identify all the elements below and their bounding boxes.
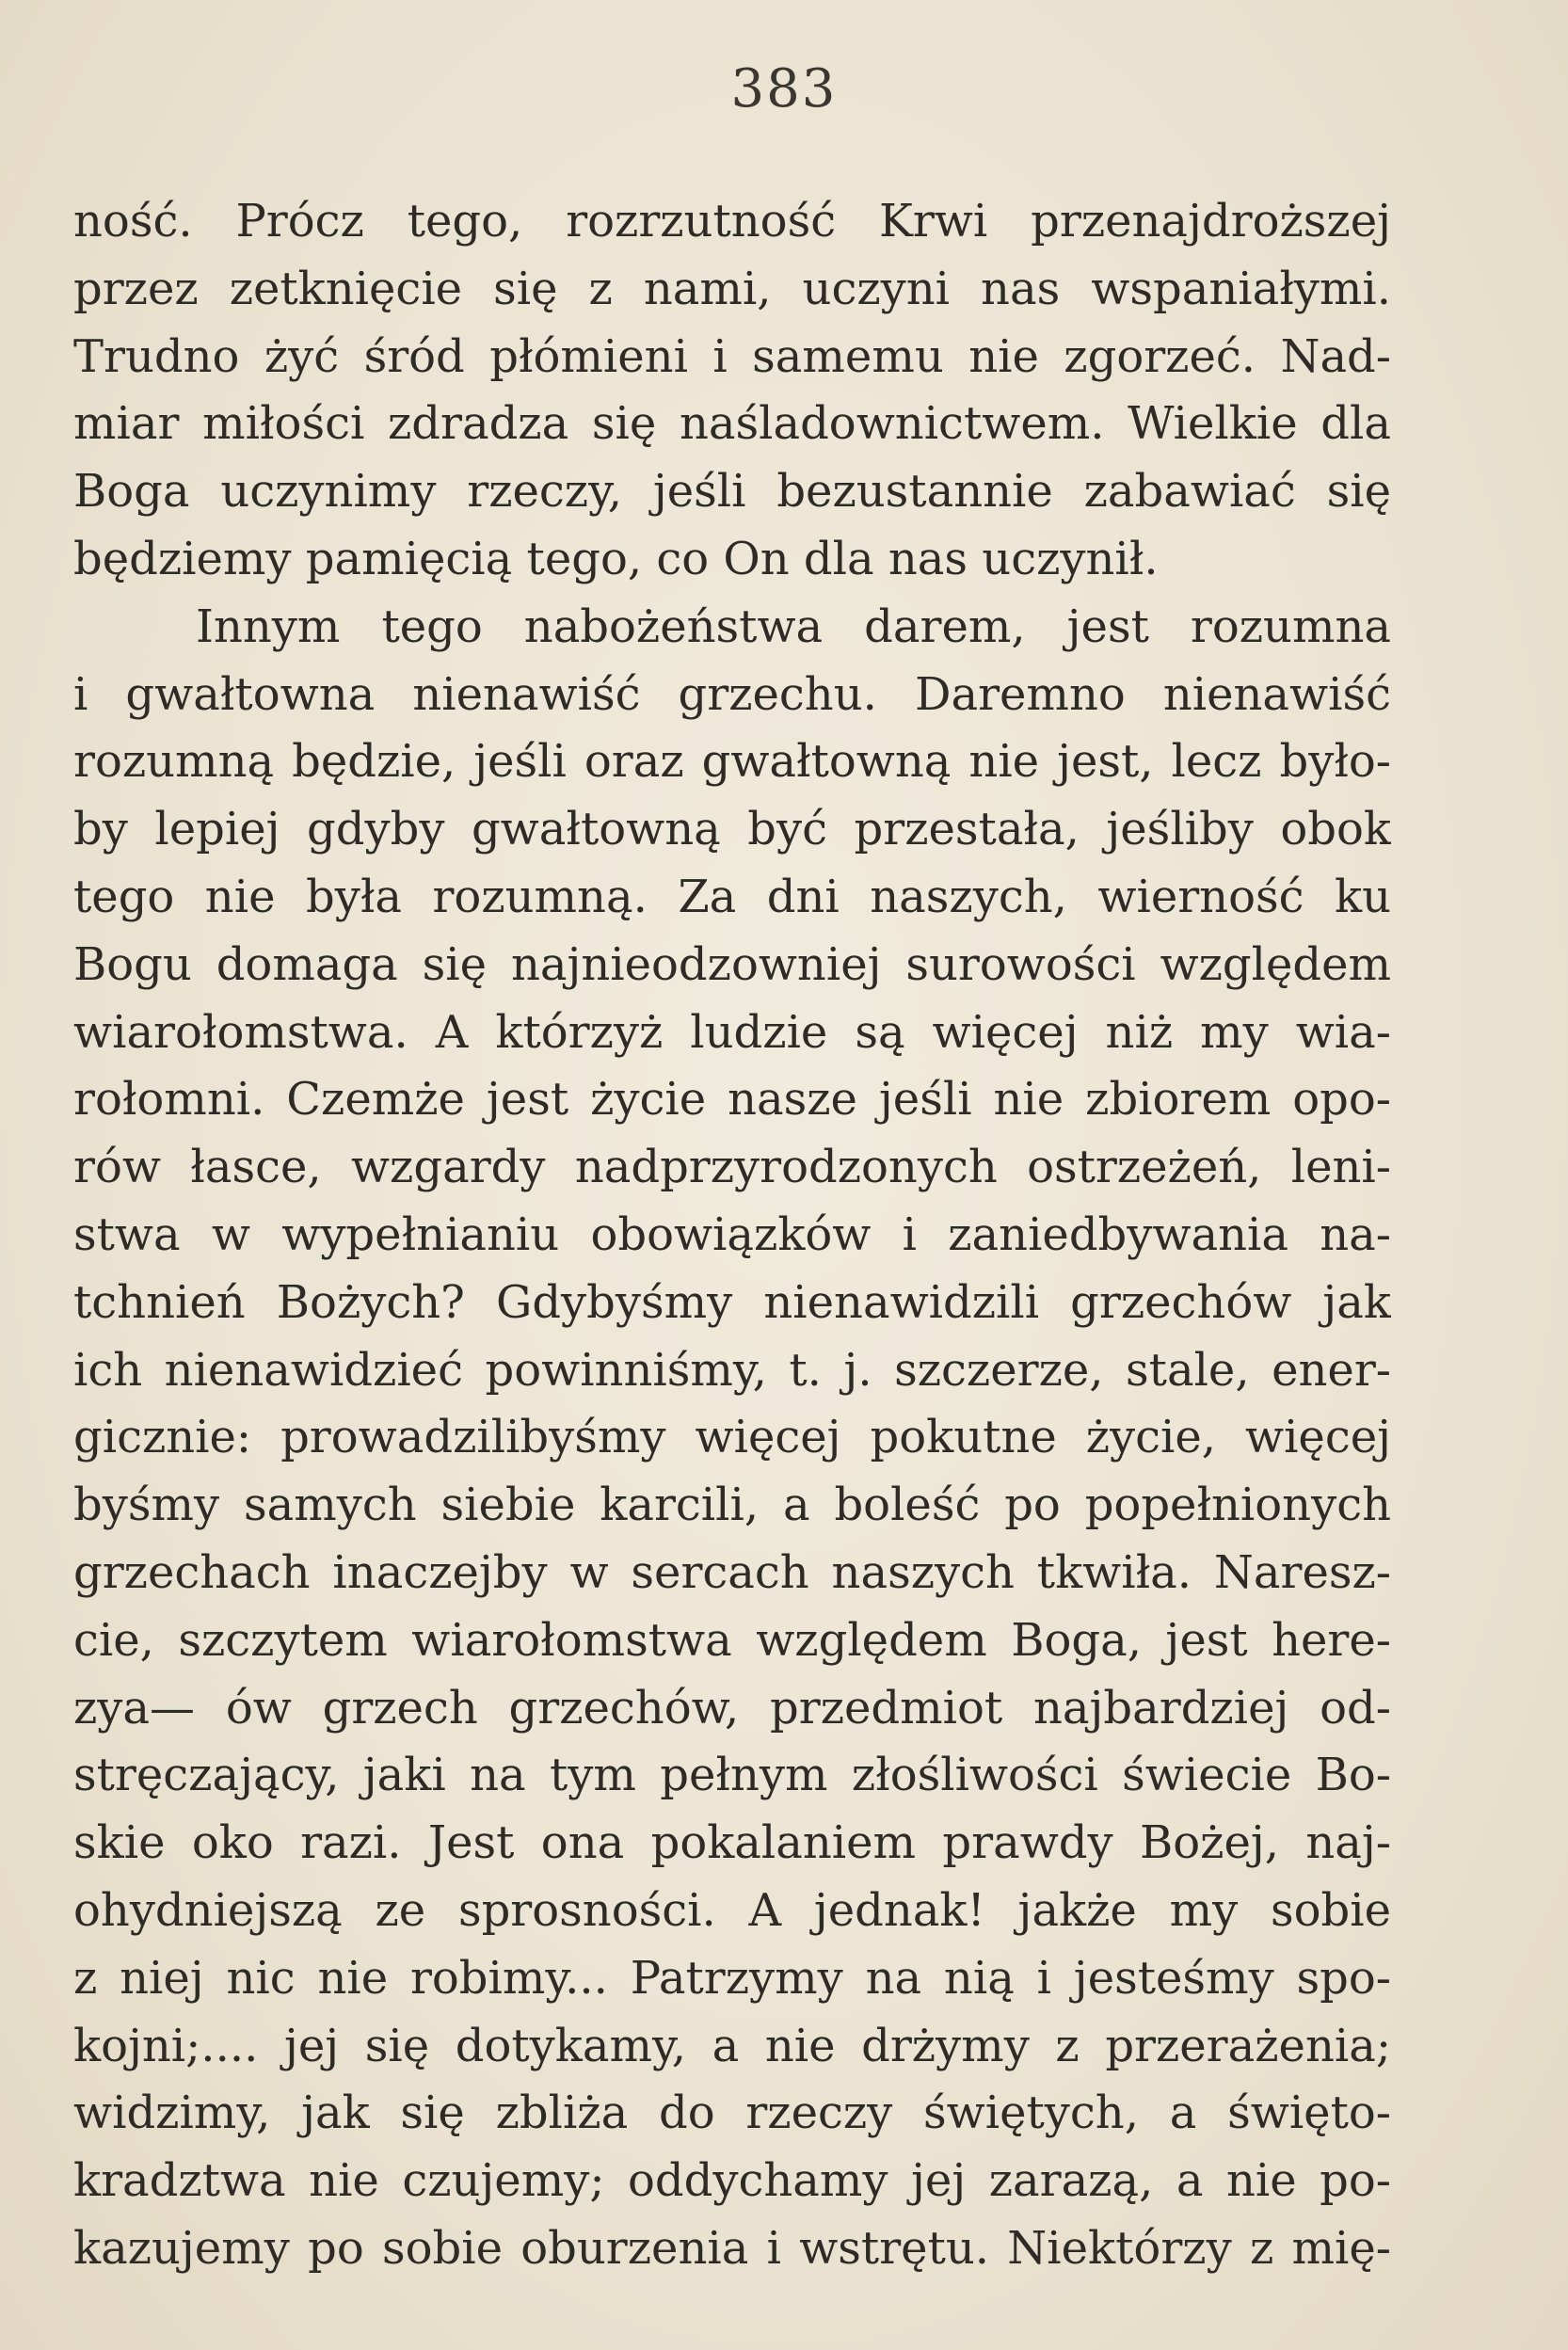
text-line: Boga uczynimy rzeczy, jeśli bezustannie zabawiać się [73, 465, 1391, 519]
text-line: tego nie była rozumną. Za dni naszych, wierność ku [73, 870, 1391, 923]
text-line: kojni;.... jej się dotykamy, a nie drżymy z przerażenia; [73, 2019, 1391, 2072]
text-line: będziemy pamięcią tego, co On dla nas uczynił. [73, 532, 1159, 585]
text-line: grzechach inaczejby w sercach naszych tkwiła. Naresz- [73, 1545, 1391, 1599]
text-line: kradztwa nie czujemy; oddychamy jej zarazą, a nie po- [73, 2154, 1391, 2208]
body-text [73, 188, 1391, 2283]
text-line: ność. Prócz tego, rozrzutność Krwi przenajdroższej [73, 195, 1391, 248]
text-line: skie oko razi. Jest ona pokalaniem prawdy Bożej, naj- [73, 1816, 1391, 1870]
text-line: wiarołomstwa. A którzyż ludzie są więcej niż my wia- [73, 1005, 1391, 1059]
text-line: miar miłości zdradza się naśladownictwem. Wielkie dla [73, 397, 1391, 451]
text-line: stwa w wypełnianiu obowiązków i zaniedbywania na- [73, 1207, 1391, 1261]
text-line: rów łasce, wzgardy nadprzyrodzonych ostrzeżeń, leni- [73, 1141, 1391, 1194]
page-number: 383 [730, 58, 838, 120]
text-line: Trudno żyć śród płómieni i samemu nie zgorzeć. Nad- [73, 329, 1391, 383]
paragraph-start-line: Innym tego nabożeństwa darem, jest rozumna [196, 599, 1391, 653]
text-line: by lepiej gdyby gwałtowną być przestała, jeśliby obok [73, 803, 1391, 856]
text-line: widzimy, jak się zbliża do rzeczy świętych, a święto- [73, 2086, 1391, 2140]
text-line: Bogu domaga się najnieodzowniej surowości względem [73, 937, 1391, 991]
text-line: i gwałtowna nienawiść grzechu. Daremno nienawiść [73, 667, 1391, 721]
text-line: zya— ów grzech grzechów, przedmiot najbardziej od- [73, 1681, 1391, 1735]
text-line: tchnień Bożych? Gdybyśmy nienawidzili grzechów jak [73, 1275, 1391, 1329]
text-line: ohydniejszą ze sprosności. A jednak! jakże my sobie [73, 1883, 1391, 1937]
text-line: rołomni. Czemże jest życie nasze jeśli nie zbiorem opo- [73, 1073, 1391, 1127]
text-line: ich nienawidzieć powinniśmy, t. j. szczerze, stale, ener- [73, 1343, 1391, 1397]
text-line: byśmy samych siebie karcili, a boleść po popełnionych [73, 1479, 1391, 1532]
text-line: gicznie: prowadzilibyśmy więcej pokutne życie, więcej [73, 1411, 1391, 1464]
text-line: rozumną będzie, jeśli oraz gwałtowną nie jest, lecz było- [73, 735, 1391, 789]
text-line: z niej nic nie robimy... Patrzymy na nią i jesteśmy spo- [73, 1951, 1391, 2005]
text-line: stręczający, jaki na tym pełnym złośliwości świecie Bo- [73, 1749, 1391, 1802]
text-line: kazujemy po sobie oburzenia i wstrętu. Niektórzy z mię- [73, 2221, 1391, 2275]
text-line: przez zetknięcie się z nami, uczyni nas wspaniałymi. [73, 262, 1391, 315]
text-line: cie, szczytem wiarołomstwa względem Boga, jest here- [73, 1613, 1391, 1667]
